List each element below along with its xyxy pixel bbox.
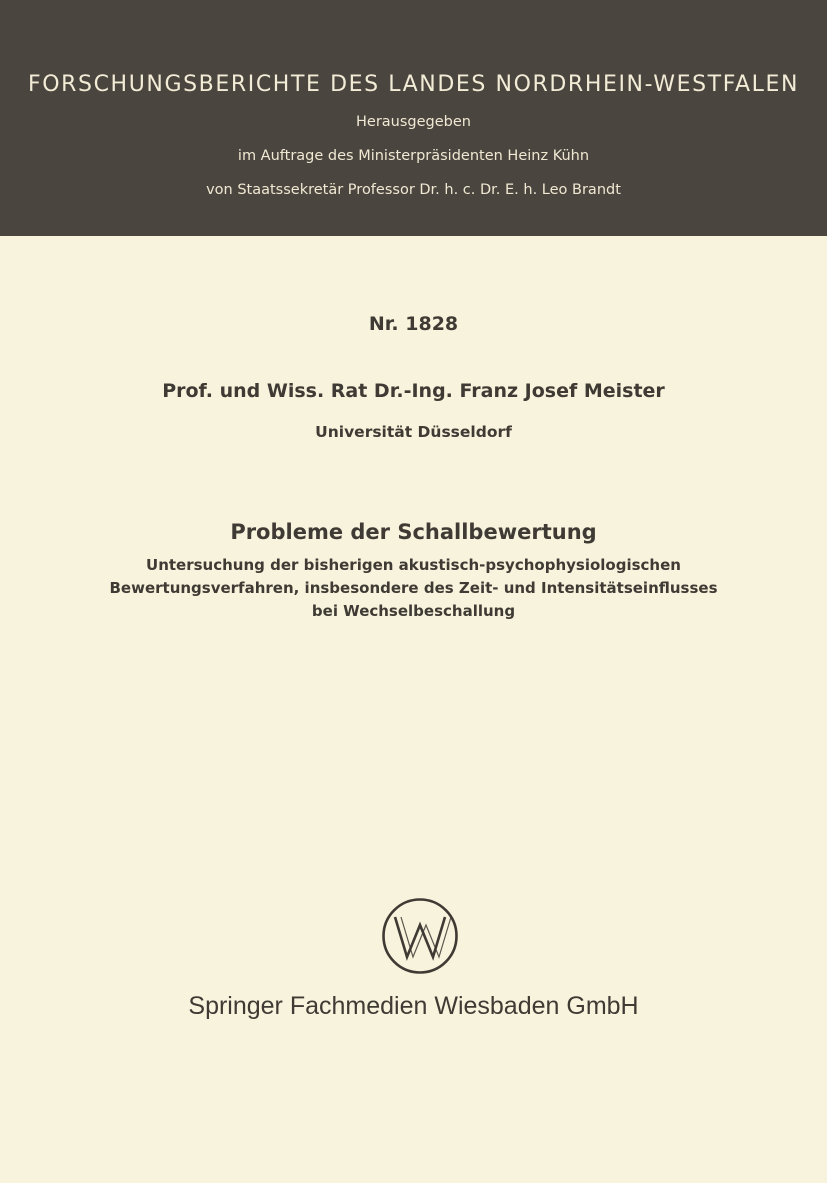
- springer-vw-logo-icon: [381, 897, 459, 975]
- author-affiliation: Universität Düsseldorf: [315, 423, 512, 441]
- book-title: Probleme der Schallbewertung: [230, 520, 597, 544]
- subtitle-line-3: bei Wechselbeschallung: [311, 602, 516, 620]
- header-band: [0, 0, 827, 236]
- series-title: FORSCHUNGSBERICHTE DES LANDES NORDRHEIN-WESTFALEN: [27, 72, 800, 97]
- author-name: Prof. und Wiss. Rat Dr.-Ing. Franz Josef Meister: [162, 380, 665, 402]
- editor-line-3: von Staatssekretär Professor Dr. h. c. Dr. E. h. Leo Brandt: [206, 182, 621, 198]
- report-number: Nr. 1828: [368, 313, 459, 335]
- subtitle-line-2: Bewertungsverfahren, insbesondere des Zeit- und Intensitätseinflusses: [109, 579, 718, 597]
- publisher-name: Springer Fachmedien Wiesbaden GmbH: [188, 992, 639, 1020]
- editor-line-2: im Auftrage des Ministerpräsidenten Heinz Kühn: [237, 148, 590, 164]
- editor-line-1: Herausgegeben: [356, 114, 471, 130]
- subtitle-line-1: Untersuchung der bisherigen akustisch-psychophysiologischen: [146, 556, 681, 574]
